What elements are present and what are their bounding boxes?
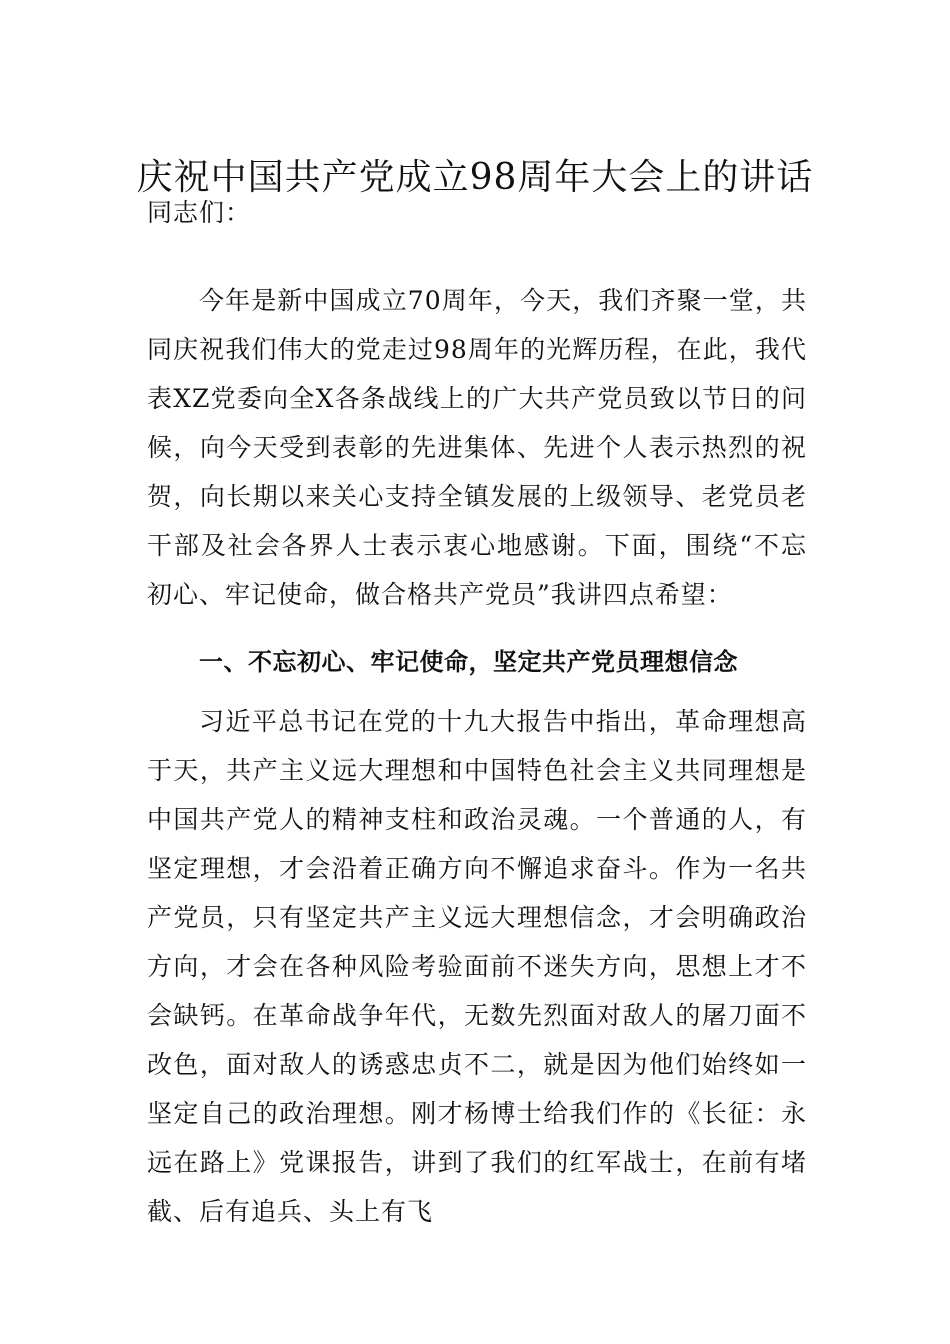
document-title: 庆祝中国共产党成立98周年大会上的讲话: [136, 157, 814, 198]
opening-paragraph: 今年是新中国成立70周年，今天，我们齐聚一堂，共同庆祝我们伟大的党走过98周年的光辉历程，在此，我代表XZ党委向全X各条战线上的广大共产党员致以节日的问候，向今天受到表彰的先进集体、先进个人表示热烈的祝贺，向长期以来关心支持全镇发展的上级领导、老党员老干部及社会各界人士表示衷心地感谢。下面，围绕“不忘初心、牢记使命，做合格共产党员”我讲四点希望：: [147, 286, 807, 609]
section-paragraph: 习近平总书记在党的十九大报告中指出，革命理想高于天，共产主义远大理想和中国特色社会主义共同理想是中国共产党人的精神支柱和政治灵魂。一个普通的人，有坚定理想，才会沿着正确方向不懈追求奋斗。作为一名共产党员，只有坚定共产主义远大理想信念，才会明确政治方向，才会在各种风险考验面前不迷失方向，思想上才不会缺钙。在革命战争年代，无数先烈面对敌人的屠刀面不改色，面对敌人的诱惑忠贞不二，就是因为他们始终如一坚定自己的政治理想。刚才杨博士给我们作的《长征：永远在路上》党课报告，讲到了我们的红军战士，在前有堵截、后有追兵、头上有飞: [147, 707, 807, 1226]
salutation: 同志们：: [147, 198, 252, 227]
section-heading: 一、不忘初心、牢记使命，坚定共产党员理想信念: [199, 647, 738, 676]
